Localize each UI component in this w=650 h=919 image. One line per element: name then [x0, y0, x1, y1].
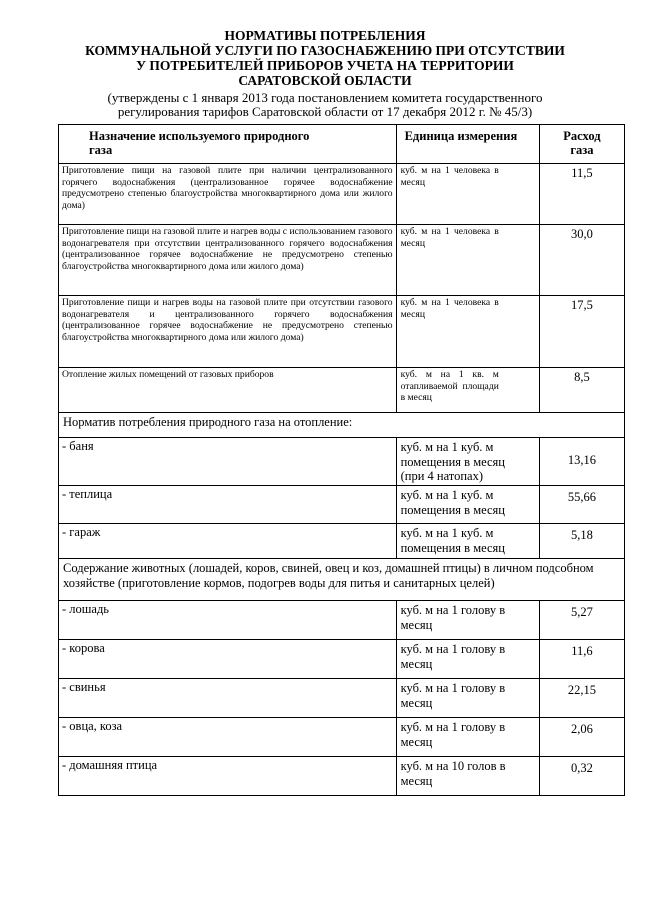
section-heading-animals: Содержание животных (лошадей, коров, свиней, овец и коз, домашней птицы) в личном подсобном хозяйстве (приготовление кормов, подогрев воды для питья и санитарных целей) [59, 559, 625, 601]
table-row [59, 757, 625, 796]
section-heading-heating: Норматив потребления природного газа на отопление: [59, 413, 625, 438]
row-purpose: Приготовление пищи на газовой плите при наличии централизованного горячего водоснабжения (централизованное горячее водоснабжение предусмотрено степенью благоустройства многоквартирного дома или жилого дома) [59, 164, 397, 225]
norms-table [58, 124, 625, 796]
row-value: 5,27 [539, 601, 624, 640]
table-row [59, 438, 625, 486]
row-unit: куб. м на 1 голову в месяц [396, 679, 539, 718]
header-purpose: Назначение используемого природного газа [59, 125, 397, 164]
row-purpose: - свинья [59, 679, 397, 718]
row-purpose: - баня [59, 438, 397, 486]
row-purpose: - корова [59, 640, 397, 679]
row-purpose: - овца, коза [59, 718, 397, 757]
row-value: 30,0 [539, 225, 624, 296]
table-row [59, 164, 625, 225]
table-row [59, 679, 625, 718]
row-unit: куб. м на 1 человека в месяц [396, 225, 539, 296]
header-unit: Единица измерения [396, 125, 539, 164]
table-row [59, 368, 625, 413]
row-purpose: - гараж [59, 524, 397, 559]
table-row [59, 486, 625, 524]
row-value: 8,5 [539, 368, 624, 413]
row-unit: куб. м на 10 голов в месяц [396, 757, 539, 796]
table-row [59, 524, 625, 559]
section-row-animals [59, 559, 625, 601]
row-value: 5,18 [539, 524, 624, 559]
table-row [59, 296, 625, 368]
row-value: 11,6 [539, 640, 624, 679]
table-row [59, 601, 625, 640]
document-subtitle-line-2: регулирования тарифов Саратовской области от 17 декабря 2012 г. № 45/3) [117, 104, 533, 119]
row-value: 11,5 [539, 164, 624, 225]
document-title-line-3: У ПОТРЕБИТЕЛЕЙ ПРИБОРОВ УЧЕТА НА ТЕРРИТОРИИ [136, 58, 514, 73]
row-value: 0,32 [539, 757, 624, 796]
table-row [59, 718, 625, 757]
document-title-line-1: НОРМАТИВЫ ПОТРЕБЛЕНИЯ [224, 28, 426, 43]
row-unit: куб. м на 1 куб. м помещения в месяц [396, 486, 539, 524]
row-value: 55,66 [539, 486, 624, 524]
row-purpose: - теплица [59, 486, 397, 524]
row-purpose: Отопление жилых помещений от газовых приборов [59, 368, 397, 413]
row-purpose: - лошадь [59, 601, 397, 640]
row-unit: куб. м на 1 куб. м помещения в месяц (при 4 натопах) [396, 438, 539, 486]
row-unit: куб. м на 1 голову в месяц [396, 601, 539, 640]
document-title-line-4: САРАТОВСКОЙ ОБЛАСТИ [238, 73, 412, 88]
row-value: 17,5 [539, 296, 624, 368]
table-header-row [59, 125, 625, 164]
row-purpose: Приготовление пищи и нагрев воды на газовой плите при отсутствии газового водонагревателя и централизованного горячего водоснабжения (централизованное горячее водоснабжение не предусмотрено степенью благоустройства многоквартирного дома или жилого дома) [59, 296, 397, 368]
row-purpose: - домашняя птица [59, 757, 397, 796]
row-unit: куб. м на 1 кв. м отапливаемой площади в месяц [396, 368, 539, 413]
row-unit: куб. м на 1 человека в месяц [396, 164, 539, 225]
row-value: 2,06 [539, 718, 624, 757]
table-row [59, 640, 625, 679]
row-unit: куб. м на 1 куб. м помещения в месяц [396, 524, 539, 559]
row-purpose: Приготовление пищи на газовой плите и нагрев воды с использованием газового водонагревателя при отсутствии централизованного горячего водоснабжения (централизованное горячее водоснабжение не предусмотрено степенью благоустройства многоквартирного дома или жилого дома) [59, 225, 397, 296]
row-value: 13,16 [539, 438, 624, 486]
row-unit: куб. м на 1 голову в месяц [396, 718, 539, 757]
document-title-line-2: КОММУНАЛЬНОЙ УСЛУГИ ПО ГАЗОСНАБЖЕНИЮ ПРИ ОТСУТСТВИИ [85, 43, 565, 58]
section-row-heating [59, 413, 625, 438]
table-row [59, 225, 625, 296]
document-subtitle-line-1: (утверждены с 1 января 2013 года постановлением комитета государственного [107, 90, 543, 105]
row-value: 22,15 [539, 679, 624, 718]
row-unit: куб. м на 1 голову в месяц [396, 640, 539, 679]
row-unit: куб. м на 1 человека в месяц [396, 296, 539, 368]
header-consumption: Расход газа [539, 125, 624, 164]
